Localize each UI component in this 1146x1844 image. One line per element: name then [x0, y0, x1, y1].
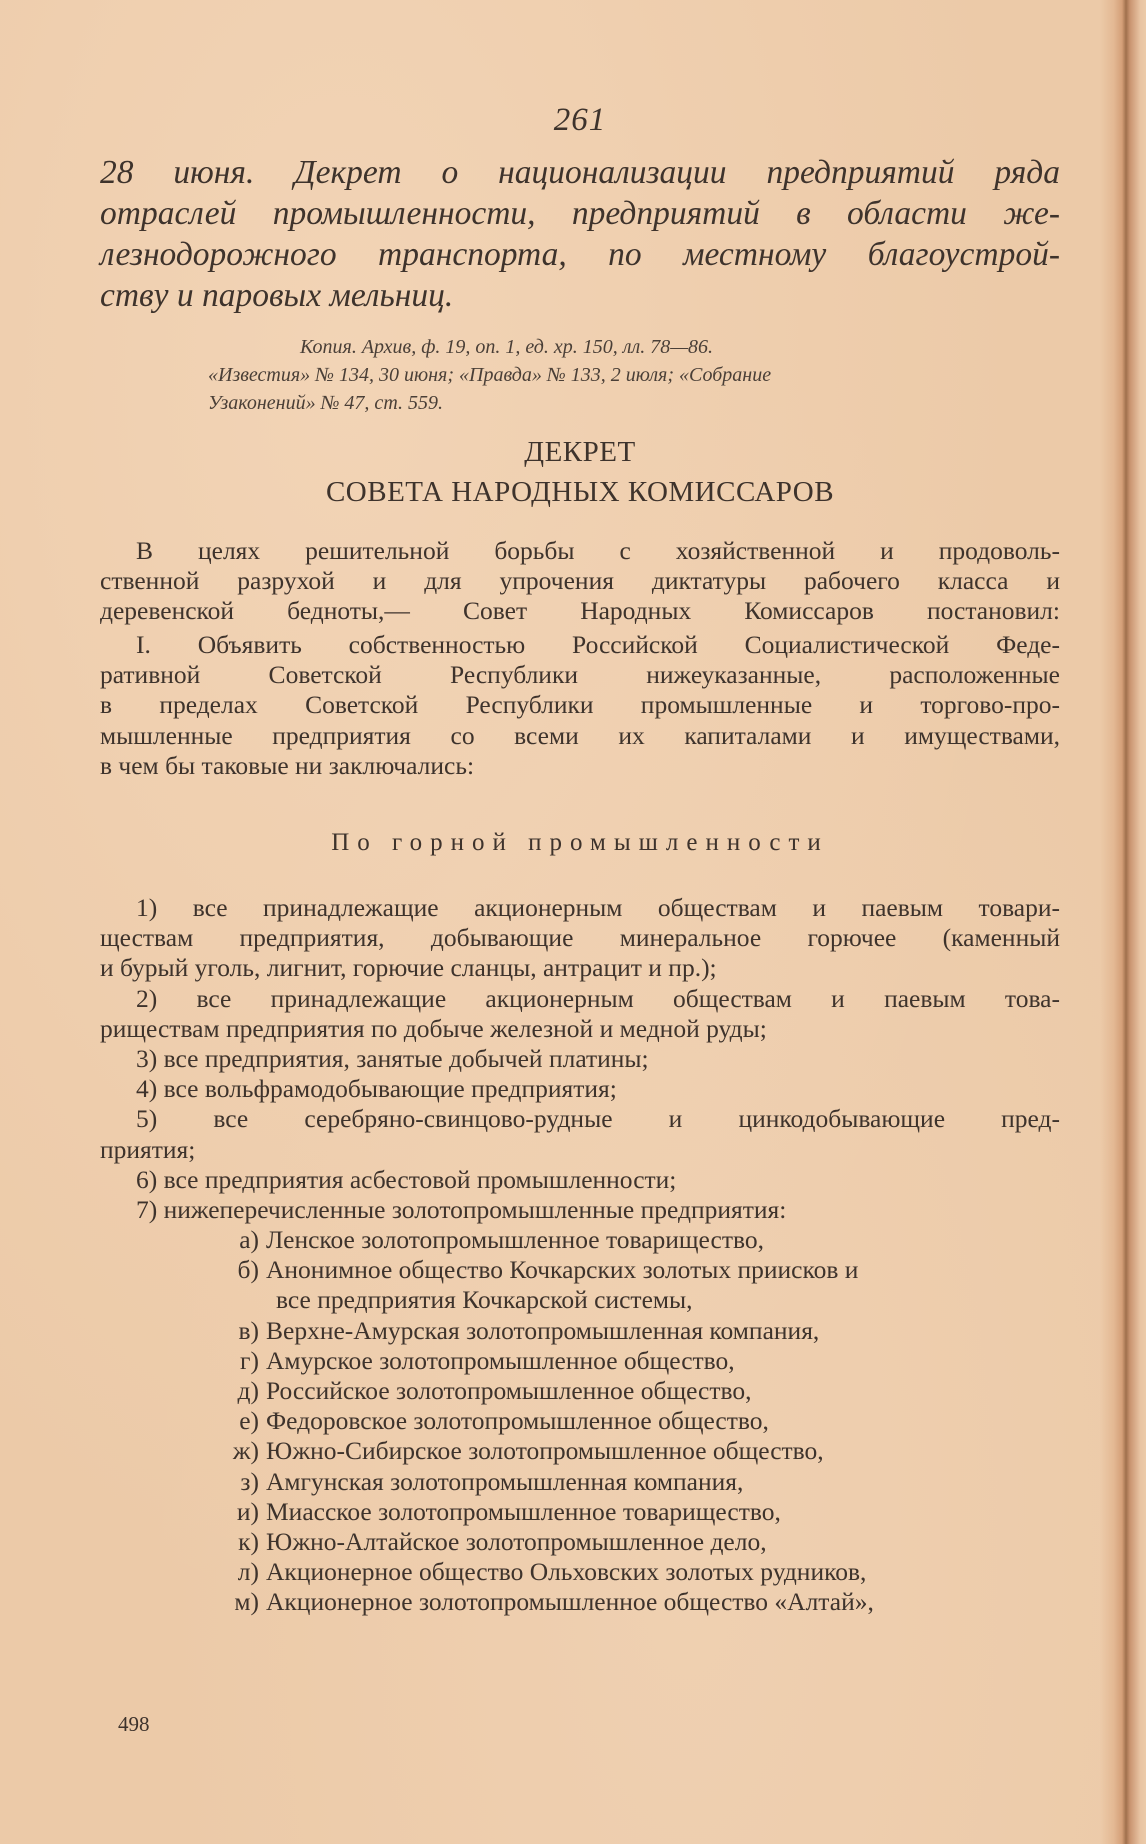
preamble-line: деревенской бедноты,— Совет Народных Комиссаров постановил: [100, 596, 1060, 626]
page-number: 498 [118, 1712, 150, 1736]
heading-line: ству и паровых мельниц. [100, 277, 454, 314]
section-line: I. Объявить собственностью Российской Социалистической Феде- [136, 630, 1060, 659]
item-line: ществам предприятия, добывающие минеральное горючее (каменный [100, 923, 1060, 953]
source-citation [100, 333, 1060, 417]
item-letter: д) [237, 1376, 259, 1406]
gold-company-item [100, 1255, 1060, 1285]
gold-company-item [100, 1467, 1060, 1497]
gold-companies-list [100, 1225, 1060, 1618]
item-text: Южно-Сибирское золотопромышленное общество, [266, 1436, 824, 1466]
item-letter [200, 1285, 266, 1315]
item-text: Акционерное общество Ольховских золотых рудников, [266, 1557, 867, 1587]
item-letter: в) [238, 1315, 259, 1345]
section-i [100, 630, 1060, 781]
gold-company-item-continuation [100, 1285, 1060, 1315]
item-letter: и) [236, 1496, 259, 1526]
item-text: Верхне-Амурская золотопромышленная компания, [266, 1315, 820, 1345]
item-text: Федоровское золотопромышленное общество, [266, 1406, 769, 1436]
section-line: в чем бы таковые ни заключались: [100, 750, 475, 780]
heading-line: лезнодорожного транспорта, по местному благоустрой- [100, 236, 1060, 273]
preamble-line: ственной разрухой и для упрочения диктатуры рабочего класса и [100, 566, 1060, 596]
section-line: в пределах Советской Республики промышленные и торгово-про- [100, 690, 1060, 720]
item-text: Амурское золотопромышленное общество, [266, 1345, 735, 1375]
item-line: 3) все предприятия, занятые добычей платины; [136, 1044, 649, 1074]
section-line: ративной Советской Республики нижеуказанные, расположенные [100, 660, 1060, 690]
gold-company-item [100, 1225, 1060, 1255]
item-line: и бурый уголь, лигнит, горючие сланцы, антрацит и пр.); [100, 953, 717, 983]
decree-title: ДЕКРЕТ [524, 436, 636, 468]
item-line: приятия; [100, 1134, 196, 1164]
gold-company-item [100, 1587, 1060, 1617]
item-text: Амгунская золотопромышленная компания, [266, 1466, 744, 1496]
preamble [100, 536, 1060, 627]
gold-company-item [100, 1527, 1060, 1557]
item-line: риществам предприятия по добыче железной и медной руды; [100, 1013, 767, 1043]
item-letter: е) [239, 1406, 259, 1436]
book-binding-gutter [1100, 0, 1146, 1844]
item-letter: л) [237, 1557, 259, 1587]
item-letter: г) [240, 1345, 259, 1375]
subsection-title: По горной промышленности [331, 829, 829, 856]
item-text: все предприятия Кочкарской системы, [276, 1285, 693, 1315]
item-line: 6) все предприятия асбестовой промышленности; [136, 1164, 677, 1194]
gold-company-item [100, 1316, 1060, 1346]
gold-company-item [100, 1497, 1060, 1527]
item-text: Российское золотопромышленное общество, [266, 1376, 752, 1406]
heading-line: отраслей промышленности, предприятий в области же- [100, 195, 1060, 232]
source-line: Копия. Архив, ф. 19, оп. 1, ед. хр. 150, лл. 78—86. [300, 336, 713, 358]
item-line: 1) все принадлежащие акционерным обществам и паевым товари- [136, 893, 1060, 922]
item-letter: а) [239, 1225, 259, 1254]
entry-heading [100, 152, 1060, 316]
item-line: 5) все серебряно-свинцово-рудные и цинкодобывающие пред- [136, 1104, 1060, 1134]
source-line: Узаконений» № 47, ст. 559. [208, 392, 443, 414]
item-text: Миасское золотопромышленное товарищество, [266, 1496, 781, 1526]
item-text: Ленское золотопромышленное товарищество, [266, 1225, 764, 1254]
item-text: Южно-Алтайское золотопромышленное дело, [266, 1527, 767, 1557]
gold-company-item [100, 1376, 1060, 1406]
item-text: Анонимное общество Кочкарских золотых приисков и [266, 1255, 859, 1285]
item-text: Акционерное золотопромышленное общество «Алтай», [266, 1587, 874, 1617]
gold-company-item [100, 1436, 1060, 1466]
mining-items [100, 893, 1060, 1225]
gold-company-item [100, 1346, 1060, 1376]
item-letter: з) [240, 1466, 259, 1496]
item-line: 2) все принадлежащие акционерным обществам и паевым това- [136, 983, 1060, 1013]
source-line: «Известия» № 134, 30 июня; «Правда» № 133, 2 июля; «Собрание [208, 364, 772, 386]
gold-company-item [100, 1406, 1060, 1436]
item-line: 4) все вольфрамодобывающие предприятия; [136, 1074, 617, 1104]
item-line: 7) нижеперечисленные золотопромышленные предприятия: [136, 1195, 787, 1225]
item-letter: б) [237, 1255, 259, 1285]
preamble-line: В целях решительной борьбы с хозяйственной и продоволь- [136, 536, 1060, 565]
section-line: мышленные предприятия со всеми их капиталами и имуществами, [100, 720, 1060, 750]
heading-line: 28 июня. Декрет о национализации предприятий ряда [100, 154, 1060, 191]
decree-subtitle: СОВЕТА НАРОДНЫХ КОМИССАРОВ [325, 476, 835, 508]
entry-number: 261 [553, 102, 607, 138]
item-letter: к) [238, 1527, 259, 1557]
item-letter: ж) [232, 1436, 259, 1466]
item-letter: м) [234, 1587, 259, 1617]
gold-company-item [100, 1557, 1060, 1587]
